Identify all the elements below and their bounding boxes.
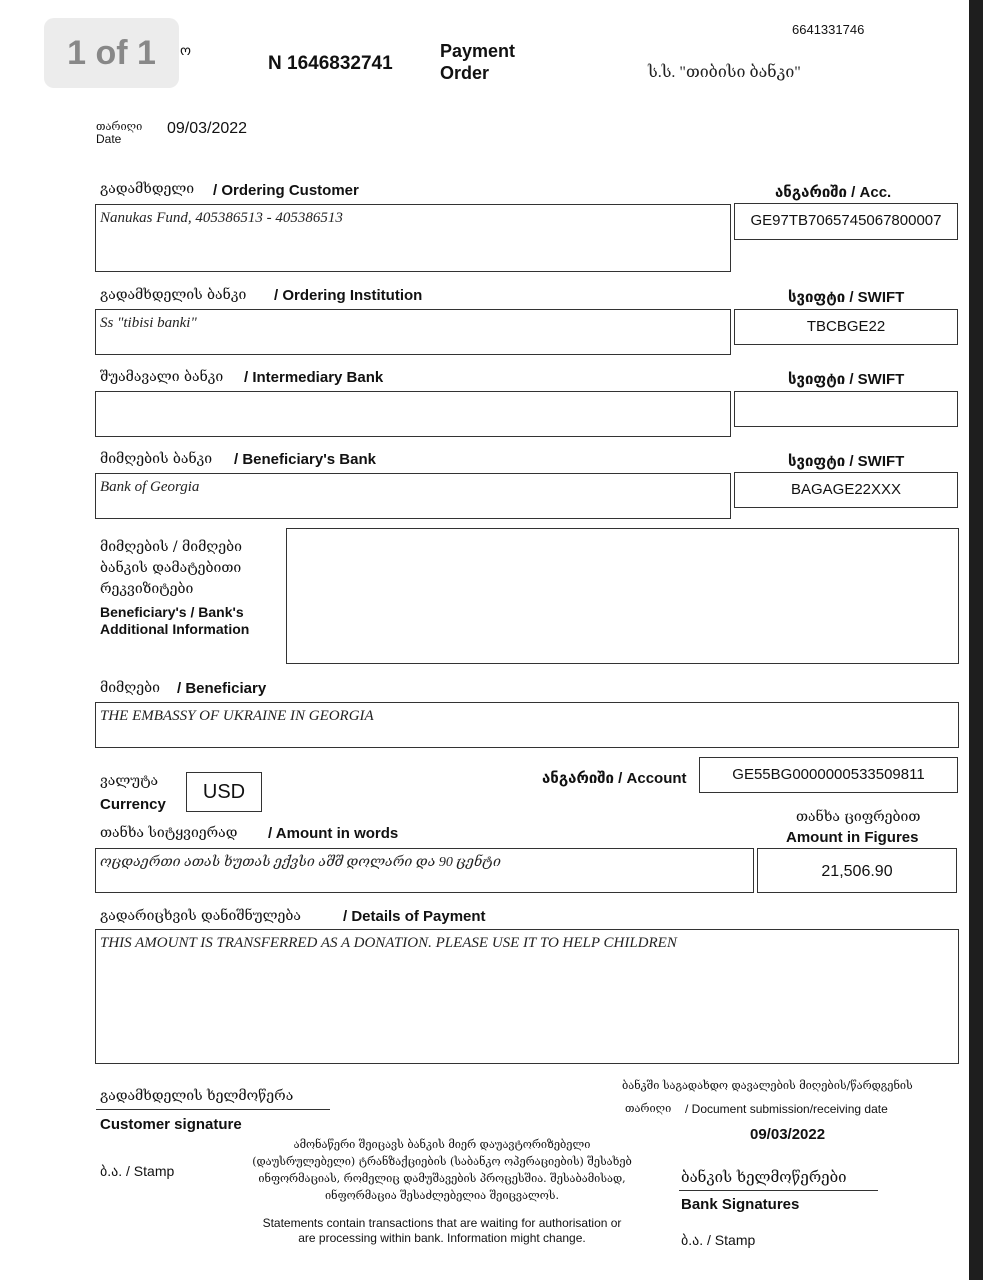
ordering-institution-label-en: / Ordering Institution (274, 287, 423, 304)
details-label-en: / Details of Payment (343, 908, 486, 925)
stamp-left: ბ.ა. / Stamp (100, 1163, 175, 1179)
additional-info-label (100, 537, 249, 638)
ordering-institution-label-ka: გადამხდელის ბანკი (100, 287, 247, 303)
bank-signature-line (679, 1190, 878, 1191)
beneficiary-label-ka: მიმღები (100, 680, 160, 696)
title-line-2: Order (440, 63, 490, 83)
right-edge-bar (969, 0, 983, 1280)
currency-value: USD (186, 772, 262, 812)
currency-label-en: Currency (100, 796, 166, 813)
amount-words-field (95, 848, 754, 893)
order-number: N 1646832741 (268, 53, 393, 74)
swift-field-2 (734, 391, 958, 427)
ordering-customer-value: Nanukas Fund, 405386513 - 405386513 (100, 210, 343, 226)
submission-date-label-ka-2: თარიღი (625, 1102, 672, 1115)
beneficiary-field (95, 702, 959, 748)
swift-field-1: TBCBGE22 (734, 309, 958, 345)
currency-label-ka: ვალუტა (100, 773, 159, 789)
amount-words-label-ka: თანხა სიტყვიერად (100, 825, 238, 841)
details-label-ka: გადარიცხვის დანიშნულება (100, 908, 301, 924)
intermediary-field (95, 391, 731, 437)
ordering-institution-value: Ss "tibisi banki" (100, 315, 197, 331)
bank-signatures-label-en: Bank Signatures (681, 1196, 800, 1213)
stamp-right: ბ.ა. / Stamp (681, 1232, 756, 1248)
date-label-ka: თარიღი (96, 120, 143, 133)
submission-date-value: 09/03/2022 (750, 1126, 826, 1143)
amount-figures-field: 21,506.90 (757, 848, 957, 893)
beneficiary-value: THE EMBASSY OF UKRAINE IN GEORGIA (100, 708, 374, 724)
disclaimer-ka-2: (დაუსრულებელი) ტრანზაქციების (საბანკო ოპერაციების) შესახებ (252, 1155, 632, 1168)
acc-label: ანგარიში / Acc. (775, 184, 892, 201)
amount-words-value: ოცდაერთი ათას ხუთას ექვსი აშშ დოლარი და 90 ცენტი (100, 855, 501, 870)
ordering-institution-field (95, 309, 731, 355)
disclaimer-ka-1: ამონაწერი შეიცავს ბანკის მიერ დაუავტორიზებელი (293, 1138, 591, 1151)
page-counter: 1 of 1 (44, 18, 179, 88)
account-field: GE55BG0000000533509811 (699, 757, 958, 793)
bank-signatures-label-ka: ბანკის ხელმოწერები (681, 1168, 847, 1186)
header-fragment: ო (180, 42, 192, 58)
top-number: 6641331746 (792, 22, 865, 37)
additional-info-field (286, 528, 959, 664)
beneficiary-bank-label-en: / Beneficiary's Bank (234, 451, 376, 468)
disclaimer-ka-3: ინფორმაციას, რომელიც დამუშავების პროცესშია. შესაბამისად, (258, 1172, 626, 1185)
amount-words-label-en: / Amount in words (268, 825, 399, 842)
beneficiary-bank-value: Bank of Georgia (100, 479, 200, 495)
title-line-1: Payment (440, 41, 516, 61)
date-label-en: Date (96, 132, 122, 146)
additional-label-ka-1: მიმღების / მიმღები (100, 539, 242, 555)
swift-label-2: სვიფტი / SWIFT (788, 371, 905, 388)
beneficiary-bank-field (95, 473, 731, 519)
additional-label-en-1: Beneficiary's / Bank's (100, 604, 244, 620)
customer-signature-label-ka: გადამხდელის ხელმოწერა (100, 1088, 294, 1104)
submission-date-label-ka-1: ბანკში საგადახდო დავალების მიღების/წარდგენის (622, 1079, 913, 1092)
disclaimer-en-1: Statements contain transactions that are waiting for authorisation or (262, 1216, 622, 1230)
swift-label-1: სვიფტი / SWIFT (788, 289, 905, 306)
disclaimer-ka (232, 1136, 652, 1204)
swift-label-3: სვიფტი / SWIFT (788, 453, 905, 470)
acc-field: GE97TB7065745067800007 (734, 203, 958, 240)
additional-label-ka-2: ბანკის დამატებითი (100, 560, 242, 576)
account-label: ანგარიში / Account (542, 770, 687, 787)
beneficiary-bank-label-ka: მიმღების ბანკი (100, 451, 213, 467)
customer-signature-label-en: Customer signature (100, 1116, 242, 1133)
date-value: 09/03/2022 (167, 120, 248, 137)
amount-figures-label-ka: თანხა ციფრებით (796, 809, 921, 825)
date-label (96, 120, 142, 146)
doc-title (440, 40, 515, 84)
disclaimer-en (232, 1216, 652, 1246)
details-field (95, 929, 959, 1064)
additional-info-value (287, 529, 958, 539)
disclaimer-ka-4: ინფორმაცია შესაძლებელია შეიცვალოს. (325, 1189, 559, 1202)
intermediary-label-en: / Intermediary Bank (244, 369, 384, 386)
details-value: THIS AMOUNT IS TRANSFERRED AS A DONATION. PLEASE USE IT TO HELP CHILDREN (100, 935, 677, 951)
customer-signature-line (96, 1109, 330, 1110)
intermediary-value (96, 392, 730, 402)
intermediary-label-ka: შუამავალი ბანკი (100, 369, 224, 385)
ordering-customer-label-ka: გადამხდელი (100, 181, 195, 197)
swift-field-3: BAGAGE22XXX (734, 472, 958, 508)
disclaimer-en-2: are processing within bank. Information might change. (298, 1231, 586, 1245)
beneficiary-label-en: / Beneficiary (177, 680, 267, 697)
bank-name: ს.ს. "თიბისი ბანკი" (648, 64, 801, 81)
amount-figures-label-en: Amount in Figures (786, 829, 919, 846)
ordering-customer-field (95, 204, 731, 272)
additional-label-en-2: Additional Information (100, 621, 250, 637)
ordering-customer-label-en: / Ordering Customer (213, 182, 359, 199)
additional-label-ka-3: რეკვიზიტები (100, 581, 194, 597)
submission-date-label-en: / Document submission/receiving date (685, 1102, 888, 1116)
